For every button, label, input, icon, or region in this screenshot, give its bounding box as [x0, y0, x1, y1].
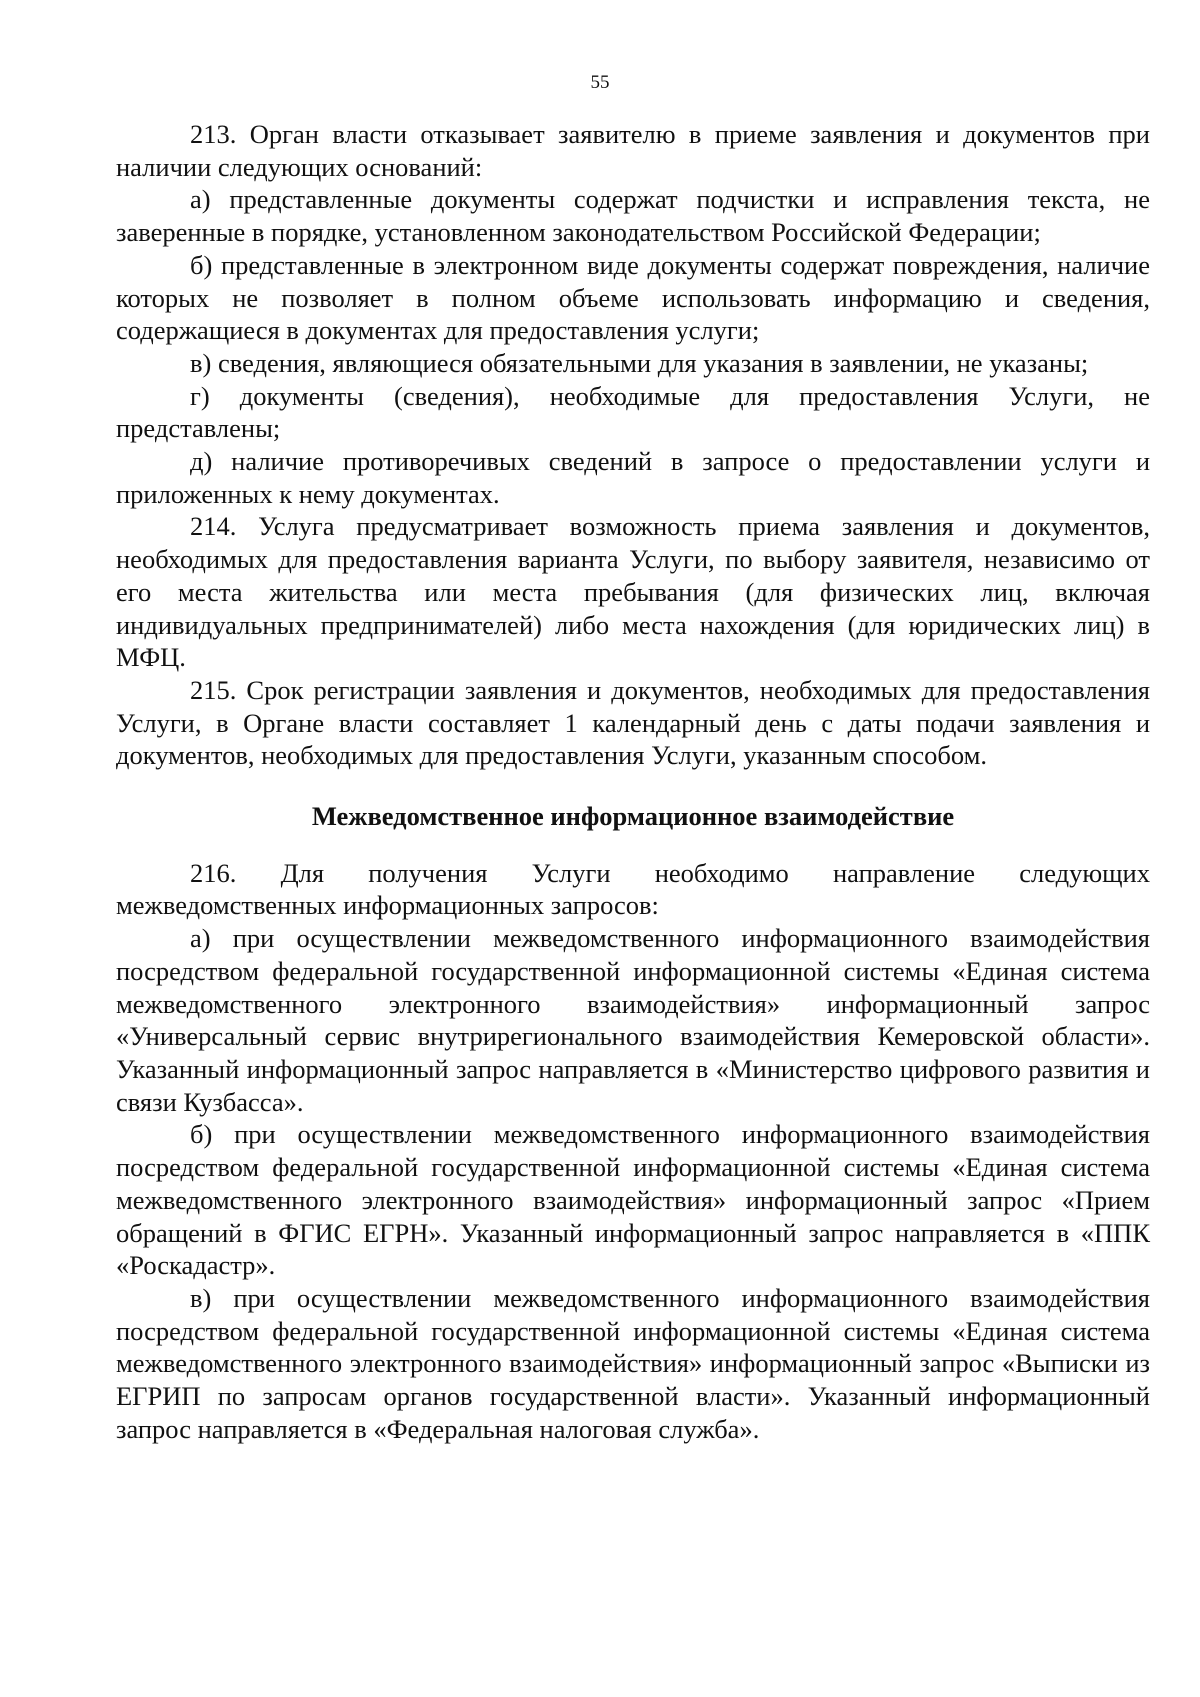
list-item-216-b: б) при осуществлении межведомственного информационного взаимодействия посредством федеральной государственной информационной системы «Единая система межведомственного электронного взаимодействия» информационный запрос «Прием обращений в ФГИС ЕГРН». Указанный информационный запрос направляется в «ППК «Роскадастр».	[116, 1119, 1150, 1281]
list-item-216-a: а) при осуществлении межведомственного информационного взаимодействия посредством федеральной государственной информационной системы «Единая система межведомственного электронного взаимодействия» информационный запрос «Универсальный сервис внутрирегионального взаимодействия Кемеровской области». Указанный информационный запрос направляется в «Министерство цифрового развития и связи Кузбасса».	[116, 923, 1150, 1117]
list-item-213-v: в) сведения, являющиеся обязательными для указания в заявлении, не указаны;	[190, 347, 1089, 378]
list-item-216-v: в) при осуществлении межведомственного информационного взаимодействия посредством федеральной государственной информационной системы «Единая система межведомственного электронного взаимодействия» информационный запрос «Выписки из ЕГРИП по запросам органов государственной власти». Указанный информационный запрос направляется в «Федеральная налоговая служба».	[116, 1282, 1150, 1444]
document-body	[116, 118, 1150, 1445]
paragraph-213: 213. Орган власти отказывает заявителю в приеме заявления и документов при наличии следующих оснований:	[116, 119, 1150, 182]
paragraph-214: 214. Услуга предусматривает возможность приема заявления и документов, необходимых для предоставления варианта Услуги, по выбору заявителя, независимо от его места жительства или места пребывания (для физических лиц, включая индивидуальных предпринимателей) либо места нахождения (для юридических лиц) в МФЦ.	[116, 511, 1150, 673]
list-item-213-b: б) представленные в электронном виде документы содержат повреждения, наличие которых не позволяет в полном объеме использовать информацию и сведения, содержащиеся в документах для предоставления услуги;	[116, 249, 1150, 346]
page-number: 55	[590, 72, 610, 93]
list-item-213-d: д) наличие противоречивых сведений в запросе о предоставлении услуги и приложенных к нему документах.	[116, 446, 1150, 509]
list-item-213-a: а) представленные документы содержат подчистки и исправления текста, не заверенные в порядке, установленном законодательством Российской Федерации;	[116, 184, 1150, 248]
list-item-213-g: г) документы (сведения), необходимые для предоставления Услуги, не представлены;	[116, 380, 1150, 444]
paragraph-215: 215. Срок регистрации заявления и документов, необходимых для предоставления Услуги, в Органе власти составляет 1 календарный день с даты подачи заявления и документов, необходимых для предоставления Услуги, указанным способом.	[116, 674, 1150, 771]
section-heading: Межведомственное информационное взаимодействие	[311, 801, 955, 832]
paragraph-216: 216. Для получения Услуги необходимо направление следующих межведомственных информационных запросов:	[116, 857, 1150, 921]
